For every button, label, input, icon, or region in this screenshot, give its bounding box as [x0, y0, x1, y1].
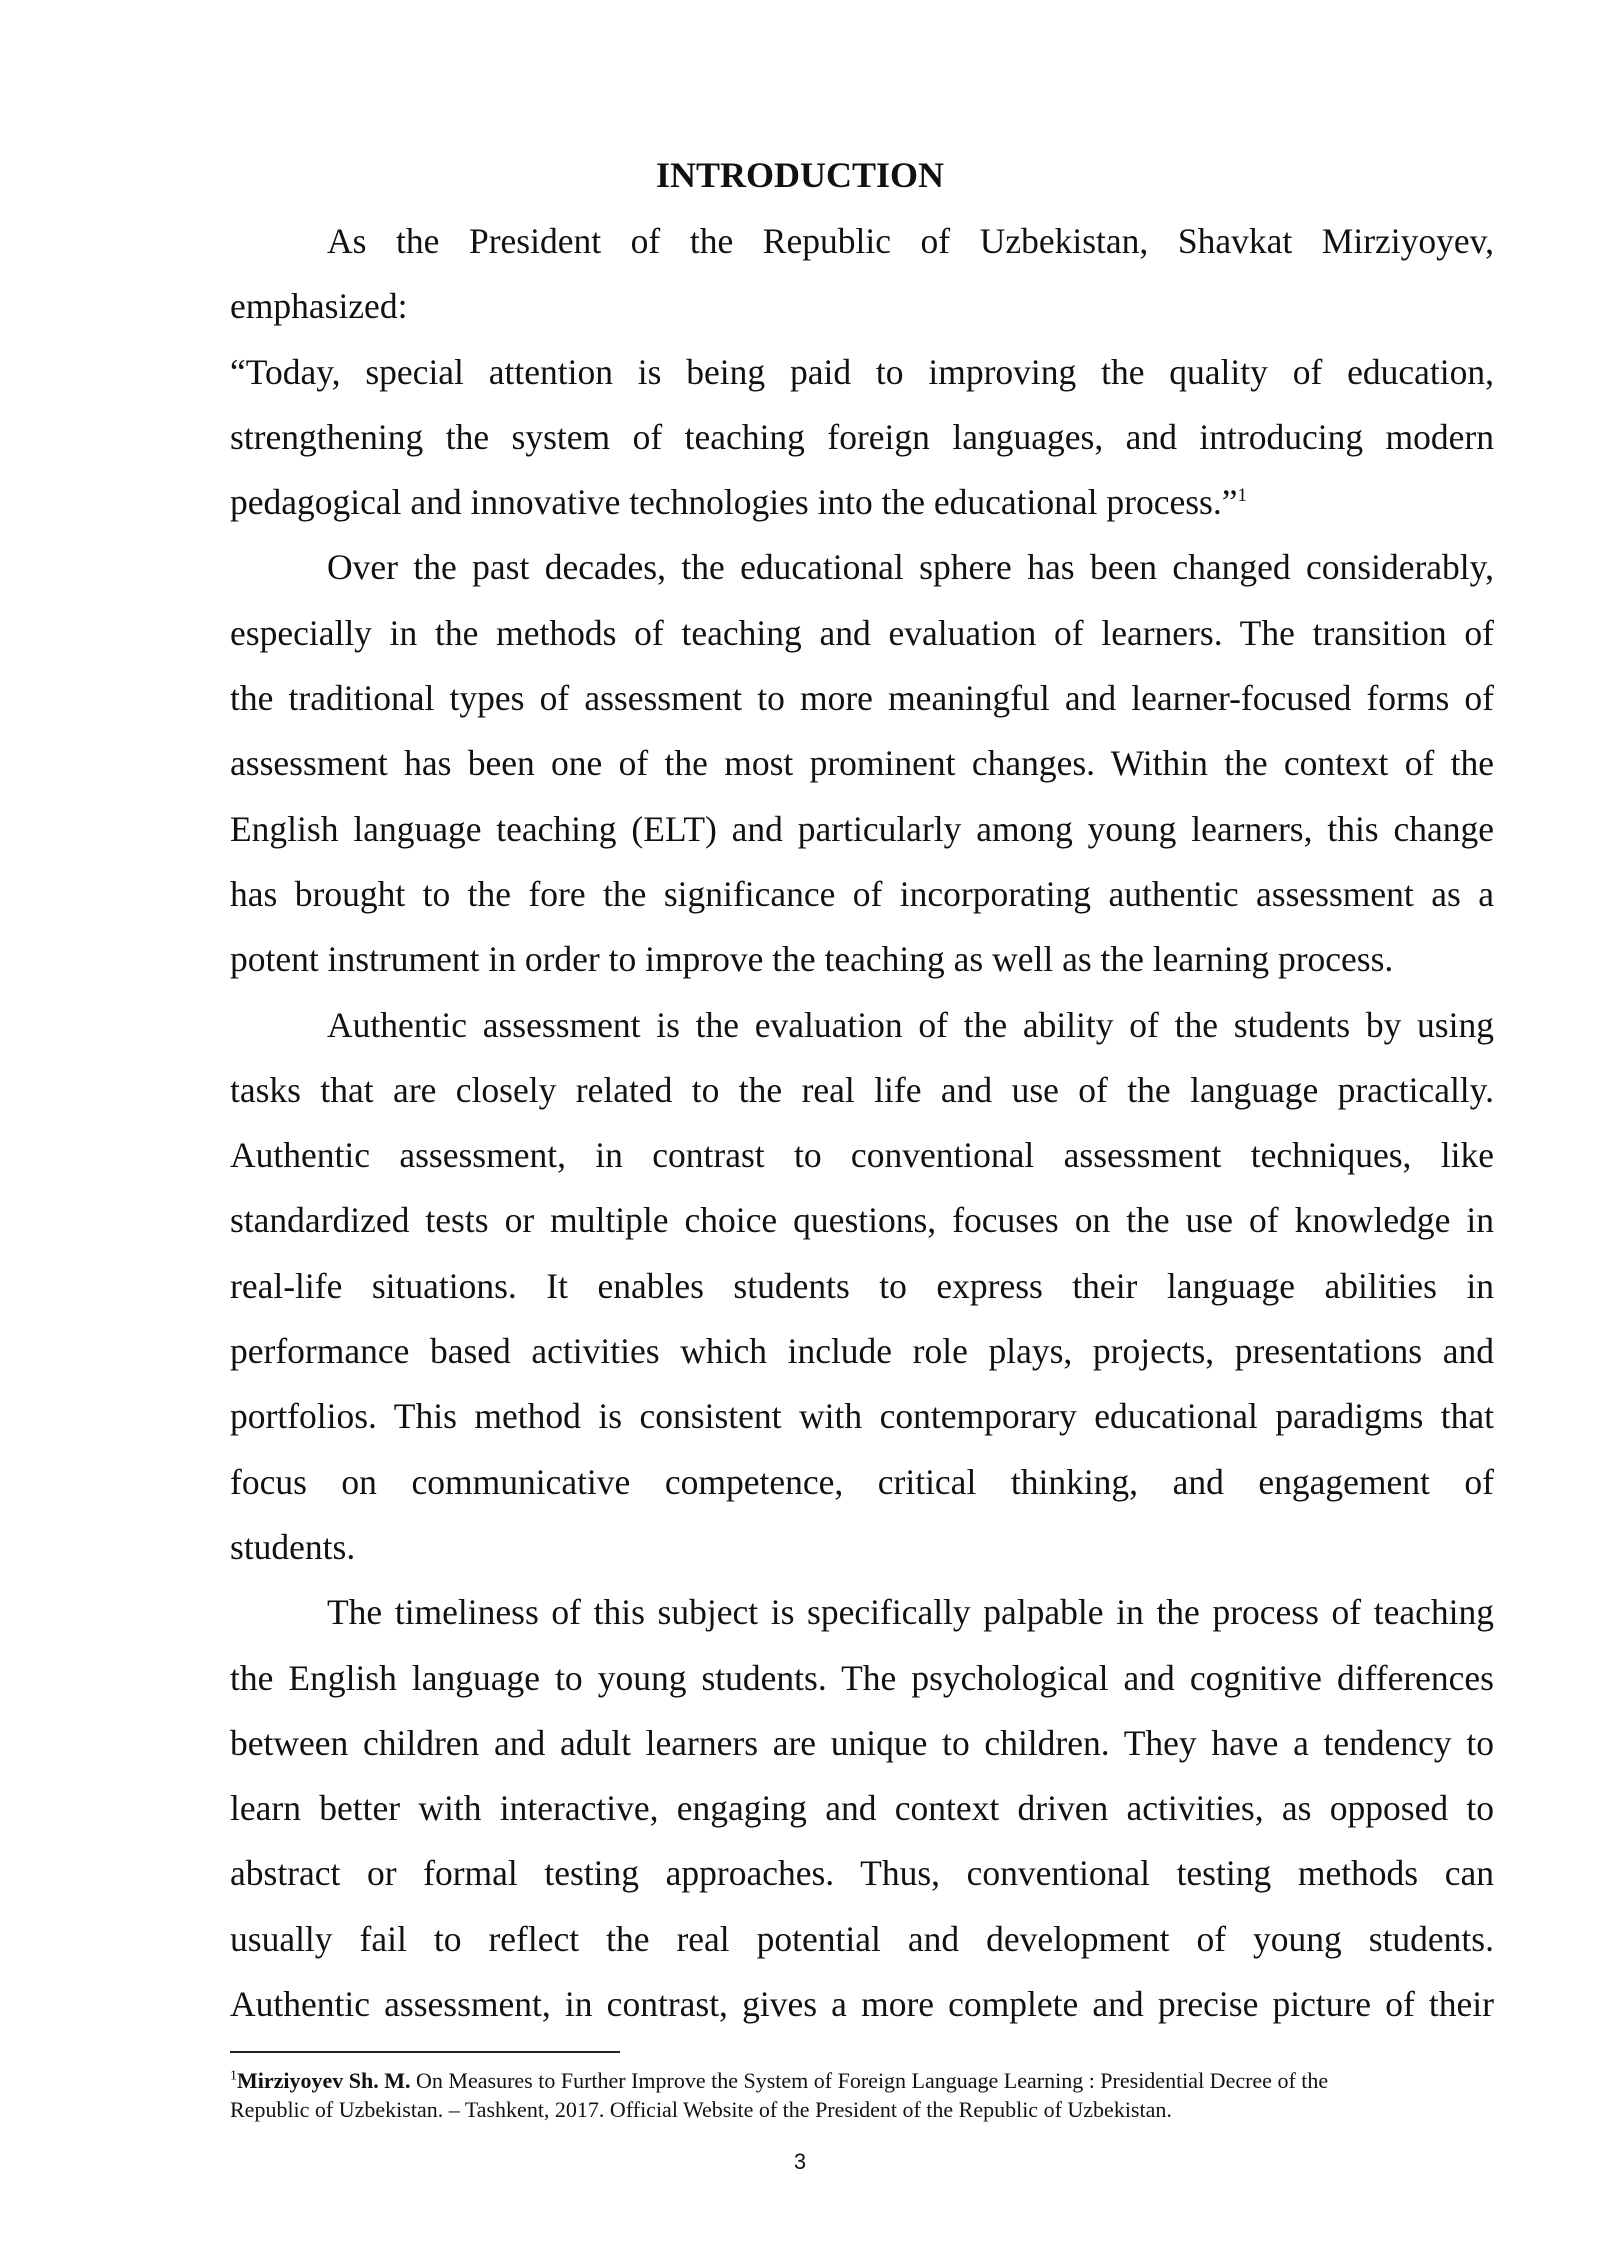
paragraph-line: The timeliness of this subject is specifically palpable in the process of teaching [327, 1592, 1494, 1633]
paragraph-line: assessment has been one of the most prominent changes. Within the context of the [230, 743, 1494, 784]
page-title: INTRODUCTION [655, 155, 945, 195]
paragraph-line: usually fail to reflect the real potential and development of young students. [230, 1918, 1494, 1959]
quote-line: strengthening the system of teaching foreign languages, and introducing modern [230, 416, 1494, 457]
quote-line-text: pedagogical and innovative technologies into the educational process.” [230, 482, 1238, 523]
paragraph-line: standardized tests or multiple choice questions, focuses on the use of knowledge in [230, 1200, 1494, 1241]
body-text [230, 216, 1494, 2044]
paragraph-line: As the President of the Republic of Uzbekistan, Shavkat Mirziyoyev, [327, 221, 1494, 261]
paragraph-line: learn better with interactive, engaging and context driven activities, as opposed to [230, 1788, 1494, 1829]
page-number: 3 [793, 2149, 807, 2174]
paragraph-line: focus on communicative competence, critical thinking, and engagement of [230, 1461, 1494, 1502]
paragraph-line: potent instrument in order to improve the teaching as well as the learning process. [230, 939, 1394, 980]
paragraph-line: Authentic assessment is the evaluation of the ability of the students by using [327, 1004, 1494, 1045]
paragraph-line: especially in the methods of teaching and evaluation of learners. The transition of [230, 612, 1494, 653]
paragraph-line: has brought to the fore the significance of incorporating authentic assessment as a [230, 873, 1494, 914]
footnote-line: Republic of Uzbekistan. – Tashkent, 2017. Official Website of the President of the Republic of Uzbekistan. [230, 2097, 1172, 2122]
paragraph-line: the traditional types of assessment to more meaningful and learner-focused forms of [230, 678, 1494, 719]
footnote-reference[interactable]: 1 [1237, 485, 1247, 507]
paragraph-line: performance based activities which include role plays, projects, presentations and [230, 1331, 1494, 1372]
quote-line: “Today, special attention is being paid to improving the quality of education, [230, 351, 1494, 392]
footnote-marker: 1 [230, 2068, 237, 2084]
paragraph-line: Over the past decades, the educational sphere has been changed considerably, [327, 547, 1494, 588]
paragraph-line: abstract or formal testing approaches. Thus, conventional testing methods can [230, 1853, 1494, 1894]
footnote [230, 2066, 1494, 2124]
paragraph-line: students. [230, 1526, 356, 1567]
paragraph-line: emphasized: [230, 286, 408, 327]
paragraph-line: Authentic assessment, in contrast, gives a more complete and precise picture of their [230, 1984, 1494, 2025]
paragraph-line: English language teaching (ELT) and particularly among young learners, this change [230, 808, 1494, 849]
paragraph-line: between children and adult learners are unique to children. They have a tendency to [230, 1722, 1494, 1763]
footnote-text: On Measures to Further Improve the System of Foreign Language Learning : Presidential Decree of the [410, 2068, 1329, 2093]
paragraph-line: real-life situations. It enables students to express their language abilities in [230, 1265, 1494, 1306]
quote-line [230, 477, 1494, 542]
paragraph-line: Authentic assessment, in contrast to conventional assessment techniques, like [230, 1135, 1494, 1176]
paragraph-line: portfolios. This method is consistent with contemporary educational paradigms that [230, 1396, 1494, 1437]
footnote-line [230, 2066, 1494, 2095]
paragraph-line: tasks that are closely related to the real life and use of the language practically. [230, 1069, 1494, 1110]
footnote-separator [230, 2051, 620, 2053]
paragraph-line: the English language to young students. The psychological and cognitive differences [230, 1657, 1494, 1698]
footnote-author: Mirziyoyev Sh. M. [237, 2068, 411, 2093]
